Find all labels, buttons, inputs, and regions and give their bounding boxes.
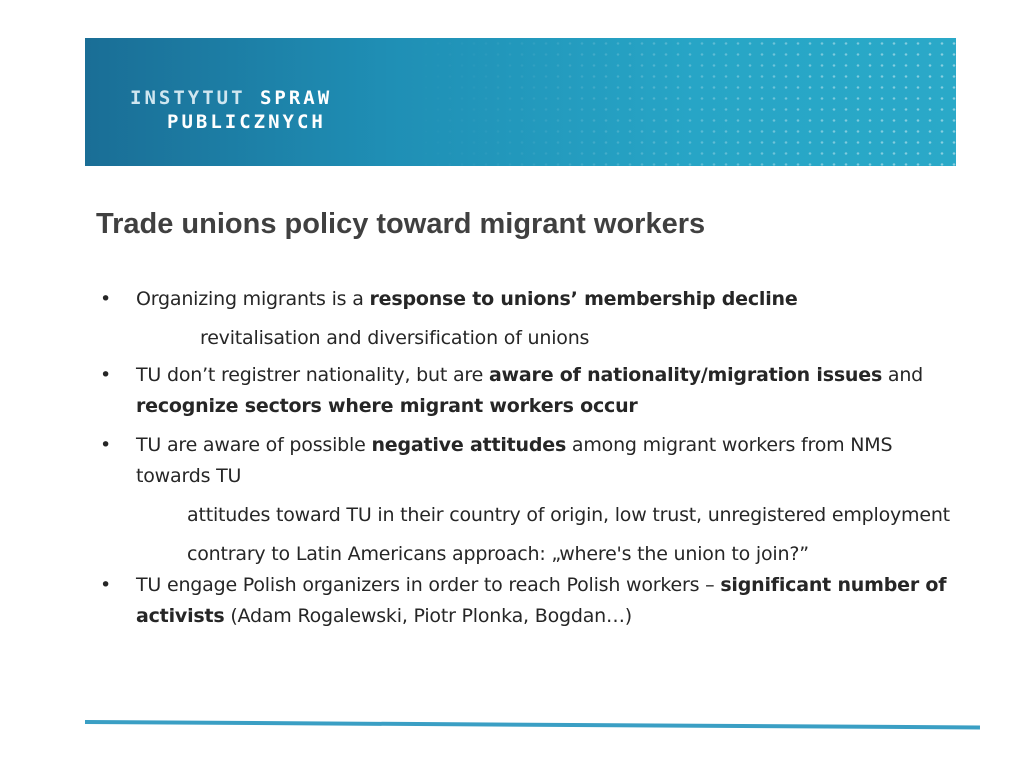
bullet-4-text-2: (Adam Rogalewski, Piotr Plonka, Bogdan…): [224, 605, 633, 627]
bullet-marker: •: [100, 574, 112, 596]
bullet-1-text: Organizing migrants is a: [136, 288, 370, 310]
bullet-marker: •: [100, 434, 112, 456]
bullet-3-subpoint-1: attitudes toward TU in their country of origin, low trust, unregistered employment: [187, 504, 950, 526]
logo-word-instytut: INSTYTUT: [130, 87, 246, 109]
slide-content: [96, 284, 956, 632]
logo-line-2: PUBLICZNYCH: [167, 111, 326, 133]
bullet-4-bold-1: significant number of activists: [136, 574, 947, 627]
bullet-3-text-2: among migrant workers from NMS towards TU: [136, 434, 893, 487]
bullet-3-bold-1: negative attitudes: [371, 434, 567, 456]
bullet-3-subpoint-2: contrary to Latin Americans approach: „where's the union to join?”: [187, 543, 809, 565]
footer-divider-line: [85, 720, 980, 729]
bullet-1: [96, 284, 956, 315]
bullet-4-text-1: TU engage Polish organizers in order to reach Polish workers –: [136, 574, 721, 596]
bullet-marker: •: [100, 288, 112, 310]
bullet-2-text-2: and: [882, 364, 924, 386]
bullet-3: [96, 430, 956, 492]
bullet-1-bold: response to unions’ membership decline: [369, 288, 798, 310]
bullet-marker: •: [100, 364, 112, 386]
bullet-3-text-1: TU are aware of possible: [136, 434, 372, 456]
logo-line-1: [130, 86, 332, 110]
slide-title: Trade unions policy toward migrant workers: [96, 208, 706, 240]
bullet-2-bold-1: aware of nationality/migration issues: [488, 364, 883, 386]
bullet-2-text-1: TU don’t registrer nationality, but are: [136, 364, 489, 386]
bullet-1-subpoint: revitalisation and diversification of unions: [200, 327, 590, 349]
bullet-2: [96, 360, 956, 422]
header-banner: [85, 38, 956, 166]
logo-word-spraw: SPRAW: [259, 87, 333, 109]
dot-pattern: [396, 38, 956, 166]
bullet-4: [96, 570, 956, 632]
bullet-2-bold-2: recognize sectors where migrant workers occur: [136, 395, 638, 417]
institute-logo: [130, 86, 332, 134]
